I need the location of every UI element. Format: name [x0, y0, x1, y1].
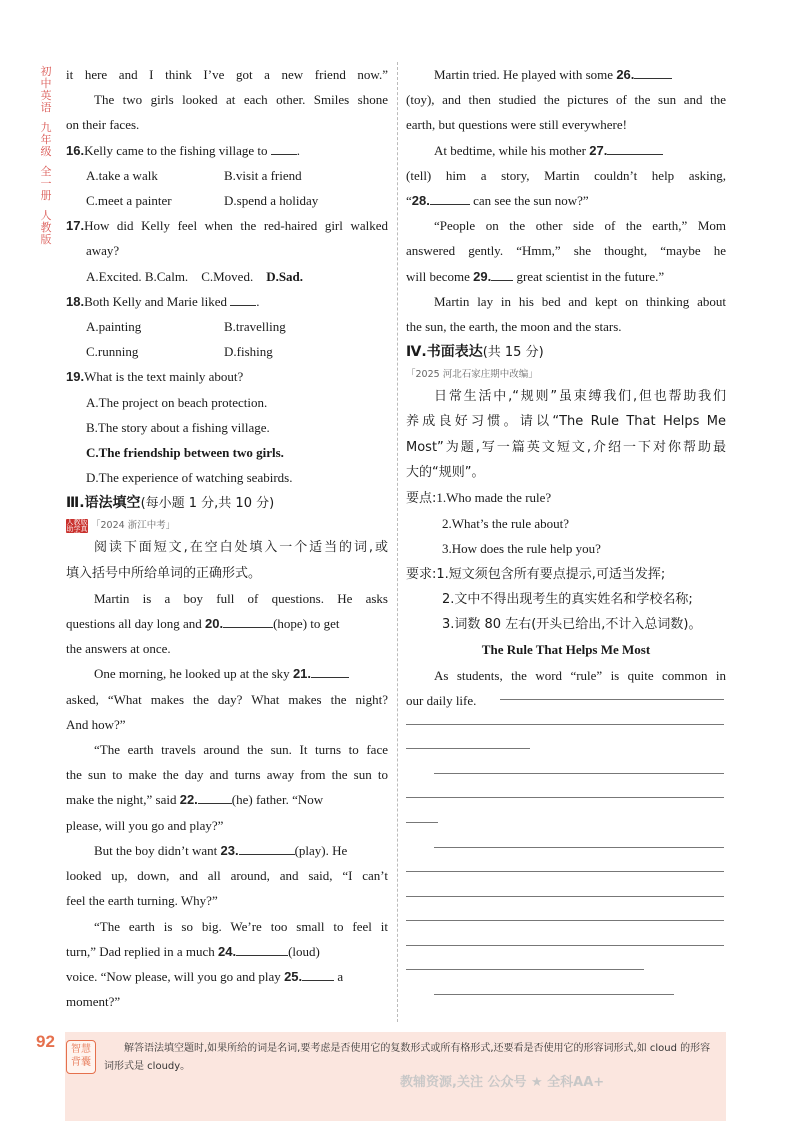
points-item: 要点:1.Who made the rule? [406, 490, 552, 507]
essay-prompt: Most”为题,写一篇英文短文,介绍一下对你帮助最 [406, 439, 726, 455]
passage-text: questions all day long and 20. (hope) to get [66, 611, 388, 636]
answer-blank-24[interactable] [236, 941, 288, 956]
points-item: 3.How does the rule help you? [442, 541, 601, 557]
answer-blank-29[interactable] [491, 266, 513, 281]
question-18-options [66, 339, 388, 364]
essay-prompt: 日常生活中,“规则”虽束缚我们,但也帮助我们 [434, 389, 726, 405]
essay-start: our daily life. [406, 693, 477, 709]
option-c[interactable]: C.running [86, 344, 139, 360]
tip-label: 智慧 背囊 [66, 1040, 96, 1074]
left-column [66, 62, 388, 1014]
option-c[interactable]: C.meet a painter [86, 193, 172, 209]
writing-line[interactable] [406, 920, 724, 921]
option-d[interactable]: D.spend a holiday [224, 193, 319, 209]
answer-blank-22[interactable] [198, 789, 232, 804]
writing-line[interactable] [434, 773, 724, 774]
side-label-volume: 全 一 册 [40, 165, 52, 202]
option-a[interactable]: A.painting [86, 319, 142, 335]
passage-text: (tell) him a story, Martin couldn’t help asking, [406, 167, 726, 183]
passage-text: earth, but questions were still everywhere! [406, 117, 627, 133]
option-a[interactable]: A.take a walk [86, 167, 158, 183]
watermark: 教辅资源,关注 公众号 ★ 全科AA+ [400, 1075, 605, 1090]
passage-text: voice. “Now please, will you go and play 25. a [66, 964, 388, 989]
passage-text: looked up, down, and all around, and said, “I can’t [66, 868, 388, 884]
answer-blank[interactable] [230, 291, 256, 306]
option-d[interactable]: D.Sad. [266, 268, 304, 284]
tip-text: 解答语法填空题时,如果所给的词是名词,要考虑是否使用它的复数形式或所有格形式,还要看是否使用它的形容词形式,如 cloud 的形容词形式是 cloudy。 [104, 1043, 711, 1072]
option-b[interactable]: B.travelling [224, 319, 286, 335]
question-16-options [66, 163, 388, 188]
story-text: on their faces. [66, 117, 140, 133]
essay-prompt: 大的“规则”。 [406, 464, 485, 480]
right-column [406, 62, 726, 714]
question-19: 19.What is the text mainly about? [66, 369, 244, 385]
writing-line[interactable] [434, 994, 674, 995]
passage-text: Martin lay in his bed and kept on thinking about [434, 293, 726, 309]
option-d[interactable]: D.The experience of watching seabirds. [86, 470, 293, 486]
answer-blank-27[interactable] [607, 140, 663, 155]
passage-text: (toy), and then studied the pictures of the sun and the [406, 92, 726, 108]
writing-line[interactable] [434, 847, 724, 848]
section-4-title: Ⅳ.书面表达(共 15 分) [406, 344, 544, 361]
section-3-source: 人教版 助学真题 「2024 浙江中考」 [66, 518, 176, 541]
option-a[interactable]: A.Excited. [86, 268, 142, 284]
passage-text: will become 29. great scientist in the future.” [406, 264, 726, 289]
question-17-cont: away? [86, 243, 120, 259]
question-17: 17.How did Kelly feel when the red-haired girl walked [66, 218, 388, 234]
instructions: 填入括号中所给单词的正确形式。 [66, 565, 262, 581]
writing-line[interactable] [406, 822, 438, 823]
side-label [38, 66, 54, 254]
passage-text: feel the earth turning. Why?” [66, 893, 218, 909]
passage-text: asked, “What makes the day? What makes the night? [66, 691, 388, 707]
passage-text: answered gently. “Hmm,” she thought, “maybe he [406, 243, 726, 259]
requirement-item: 要求:1.短文须包含所有要点提示,可适当发挥; [406, 566, 666, 582]
essay-title: The Rule That Helps Me Most [481, 642, 651, 658]
writing-line[interactable] [406, 896, 724, 897]
passage-text: One morning, he looked up at the sky 21. [66, 661, 388, 686]
side-label-edition: 人 教 版 [40, 209, 52, 246]
passage-text: the answers at once. [66, 641, 171, 657]
section-4-source: 「2025 河北石家庄期中改编」 [406, 369, 538, 381]
passage-text: make the night,” said 22. (he) father. “Now [66, 787, 388, 812]
option-c[interactable]: C.The friendship between two girls. [86, 445, 284, 461]
passage-text: But the boy didn’t want 23. (play). He [66, 838, 388, 863]
writing-line[interactable] [406, 797, 724, 798]
question-18-options [66, 314, 388, 339]
passage-text: “People on the other side of the earth,” Mom [434, 218, 726, 234]
side-label-grade: 九 年 级 [40, 121, 52, 158]
passage-text: please, will you go and play?” [66, 817, 224, 833]
option-b[interactable]: B.visit a friend [224, 167, 302, 183]
instructions: 阅读下面短文,在空白处填入一个适当的词,或 [94, 540, 388, 556]
requirement-item: 2.文中不得出现考生的真实姓名和学校名称; [442, 591, 693, 607]
column-divider [397, 62, 398, 1022]
answer-blank[interactable] [271, 140, 297, 155]
writing-line[interactable] [406, 871, 724, 872]
answer-blank-25[interactable] [302, 966, 334, 981]
question-17-options [66, 264, 388, 289]
option-c[interactable]: C.Moved. [201, 268, 254, 284]
option-b[interactable]: B.Calm. [144, 268, 189, 284]
question-18: 18.Both Kelly and Marie liked . [66, 289, 388, 314]
passage-text: the sun, the earth, the moon and the stars. [406, 319, 622, 335]
option-d[interactable]: D.fishing [224, 344, 273, 360]
passage-text: And how?” [66, 716, 126, 732]
answer-blank-20[interactable] [223, 613, 273, 628]
option-a[interactable]: A.The project on beach protection. [86, 394, 268, 410]
question-16: 16.Kelly came to the fishing village to . [66, 138, 388, 163]
answer-blank-28[interactable] [430, 190, 470, 205]
question-16-options [66, 188, 388, 213]
requirement-item: 3.词数 80 左右(开头已给出,不计入总词数)。 [442, 617, 702, 633]
essay-start: As students, the word “rule” is quite common in [434, 668, 726, 684]
passage-text: “28. can see the sun now?” [406, 188, 726, 213]
passage-text: the sun to make the day and turns away from the sun to [66, 767, 388, 783]
page-number: 92 [36, 1032, 55, 1051]
writing-line[interactable] [406, 748, 530, 749]
passage-text: moment?” [66, 994, 121, 1010]
answer-blank-21[interactable] [311, 663, 349, 678]
passage-text: Martin tried. He played with some 26. [406, 62, 726, 87]
answer-blank-23[interactable] [239, 840, 295, 855]
essay-prompt: 养成良好习惯。请以“The Rule That Helps Me [406, 414, 726, 430]
section-3-title: Ⅲ.语法填空(每小题 1 分,共 10 分) [66, 495, 275, 512]
passage-text: “The earth travels around the sun. It turns to face [94, 742, 388, 758]
story-text: it here and I think I’ve got a new friend now.” [66, 67, 388, 82]
passage-text: “The earth is so big. We’re too small to feel it [94, 918, 388, 934]
side-label-subject: 初 中 英 语 [40, 65, 52, 114]
writing-line[interactable] [500, 699, 724, 700]
writing-line[interactable] [406, 724, 724, 725]
points-item: 2.What’s the rule about? [442, 516, 570, 532]
writing-line[interactable] [406, 945, 724, 946]
badge-icon: 人教版 助学真题 [66, 518, 88, 541]
passage-text: turn,” Dad replied in a much 24. (loud) [66, 939, 388, 964]
option-b[interactable]: B.The story about a fishing village. [86, 419, 270, 435]
passage-text: At bedtime, while his mother 27. [406, 138, 726, 163]
passage-text: Martin is a boy full of questions. He asks [94, 590, 388, 606]
story-text: The two girls looked at each other. Smiles shone [94, 92, 388, 108]
answer-blank-26[interactable] [634, 64, 672, 79]
writing-line[interactable] [406, 969, 644, 970]
